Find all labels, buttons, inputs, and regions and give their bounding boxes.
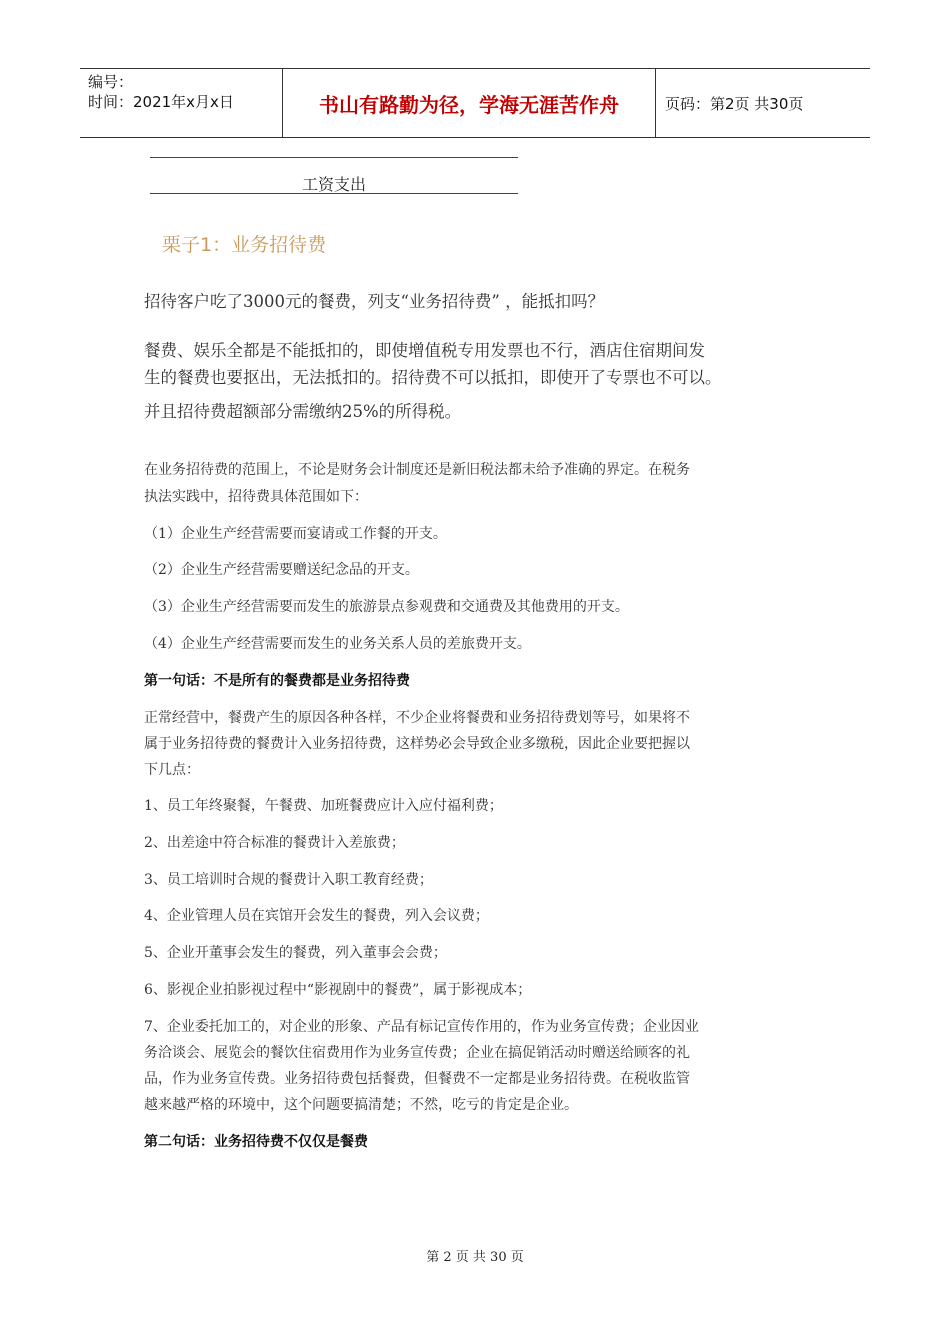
point-item: 4、企业管理人员在宾馆开会发生的餐费，列入会议费； [144,908,489,924]
header-motto-cell [282,69,656,137]
doc-date-label: 时间：2021年x月x日 [88,93,234,111]
scope-item: （2）企业生产经营需要赠送纪念品的开支。 [144,562,419,578]
point-item: 3、员工培训时合规的餐费计入职工教育经费； [144,872,433,888]
motto-text: 书山有路勤为径，学海无涯苦作舟 [319,93,619,117]
bottom-rule [150,193,518,194]
section-title: 栗子1：业务招待费 [162,234,327,256]
scope-item: （1）企业生产经营需要而宴请或工作餐的开支。 [144,526,447,542]
scope-line-2: 执法实践中，招待费具体范围如下： [144,489,368,505]
scope-item: （4）企业生产经营需要而发生的业务关系人员的差旅费开支。 [144,636,531,652]
header-meta-cell [80,69,282,137]
intro-line-3: 下几点： [144,762,200,778]
question-text: 招待客户吃了3000元的餐费，列支“业务招待费” ，能抵扣吗？ [144,292,605,311]
point7-line-3: 品，作为业务宣传费。业务招待费包括餐费，但餐费不一定都是业务招待费。在税收监管 [144,1071,690,1087]
category-label: 工资支出 [301,175,366,194]
intro-line-1: 正常经营中，餐费产生的原因各种各样，不少企业将餐费和业务招待费划等号，如果将不 [144,710,690,726]
point7-line-4: 越来越严格的环境中，这个问题要搞清楚；不然，吃亏的肯定是企业。 [144,1097,578,1113]
point-item: 1、员工年终聚餐，午餐费、加班餐费应计入应付福利费； [144,798,503,814]
header-page-cell [655,69,870,137]
point-item: 6、影视企业拍影视过程中“影视剧中的餐费”，属于影视成本； [144,982,532,998]
point-item: 2、出差途中符合标准的餐费计入差旅费； [144,835,405,851]
intro-line-2: 属于业务招待费的餐费计入业务招待费，这样势必会导致企业多缴税，因此企业要把握以 [144,736,690,752]
second-heading: 第二句话：业务招待费不仅仅是餐费 [144,1134,368,1150]
point7-line-1: 7、企业委托加工的，对企业的形象、产品有标记宣传作用的，作为业务宣传费；企业因业 [144,1019,699,1035]
page-info: 页码：第2页 共30页 [665,95,804,113]
first-heading: 第一句话：不是所有的餐费都是业务招待费 [144,673,410,689]
scope-item: （3）企业生产经营需要而发生的旅游景点参观费和交通费及其他费用的开支。 [144,599,629,615]
page-footer: 第 2 页 共 30 页 [426,1250,524,1265]
point7-line-2: 务洽谈会、展览会的餐饮住宿费用作为业务宣传费；企业在搞促销活动时赠送给顾客的礼 [144,1045,690,1061]
answer-line-1: 餐费、娱乐全都是不能抵扣的，即使增值税专用发票也不行，酒店住宿期间发 [144,341,705,360]
scope-line-1: 在业务招待费的范围上，不论是财务会计制度还是新旧税法都未给予准确的界定。在税务 [144,462,690,478]
point-item: 5、企业开董事会发生的餐费，列入董事会会费； [144,945,447,961]
document-header [80,68,870,138]
answer-line-2: 生的餐费也要抠出，无法抵扣的。招待费不可以抵扣，即使开了专票也不可以。 [144,368,722,387]
doc-number-label: 编号： [88,73,134,91]
top-rule [150,157,518,158]
answer-line-3: 并且招待费超额部分需缴纳25%的所得税。 [144,402,462,421]
